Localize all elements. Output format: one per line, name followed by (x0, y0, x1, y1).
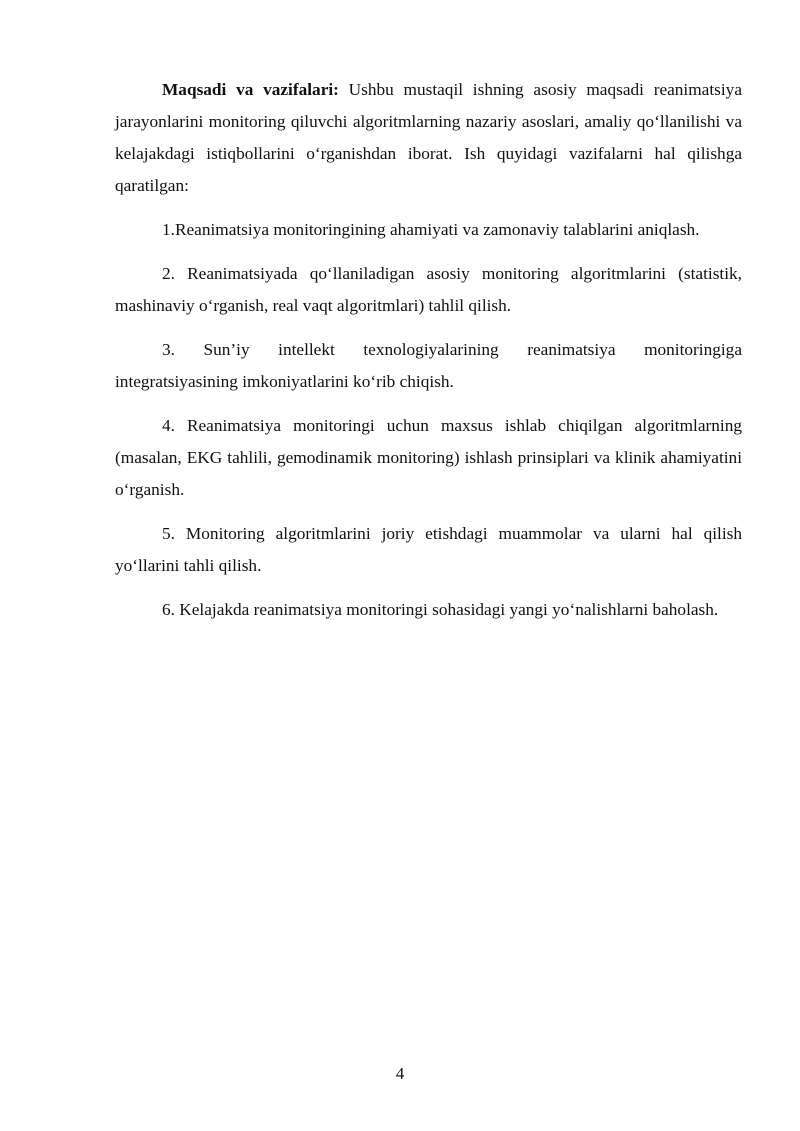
section-lead: Maqsadi va vazifalari: (162, 80, 339, 99)
task-item-5: 5. Monitoring algoritmlarini joriy etishdagi muammolar va ularni hal qilish yo‘llarini tahli qilish. (115, 524, 742, 575)
task-item-2: 2. Reanimatsiyada qo‘llaniladigan asosiy monitoring algoritmlarini (statistik, mashinaviy o‘rganish, real vaqt algoritmlari) tahlil qilish. (115, 264, 742, 315)
page-number: 4 (395, 1064, 405, 1083)
task-item-1: 1.Reanimatsiya monitoringining ahamiyati va zamonaviy talablarini aniqlash. (162, 220, 700, 239)
intro-text: Ushbu mustaqil ishning asosiy maqsadi reanimatsiya jarayonlarini monitoring qiluvchi algoritmlarning nazariy asoslari, amaliy qo‘llanilishi va kelajakdagi istiqbollarini o‘rganishdan iborat. Ish quyidagi vazifalarni hal qilishga qaratilgan: (115, 80, 742, 195)
intro-paragraph (115, 74, 742, 202)
page-content (115, 74, 742, 638)
task-item-3: 3. Sun’iy intellekt texnologiyalarining reanimatsiya monitoringiga integratsiyasining imkoniyatlarini ko‘rib chiqish. (115, 340, 742, 391)
task-item-6: 6. Kelajakda reanimatsiya monitoringi sohasidagi yangi yo‘nalishlarni baholash. (162, 600, 719, 619)
task-item-4: 4. Reanimatsiya monitoringi uchun maxsus ishlab chiqilgan algoritmlarning (masalan, EKG tahlili, gemodinamik monitoring) ishlash prinsiplari va klinik ahamiyatini o‘rganish. (115, 416, 742, 499)
